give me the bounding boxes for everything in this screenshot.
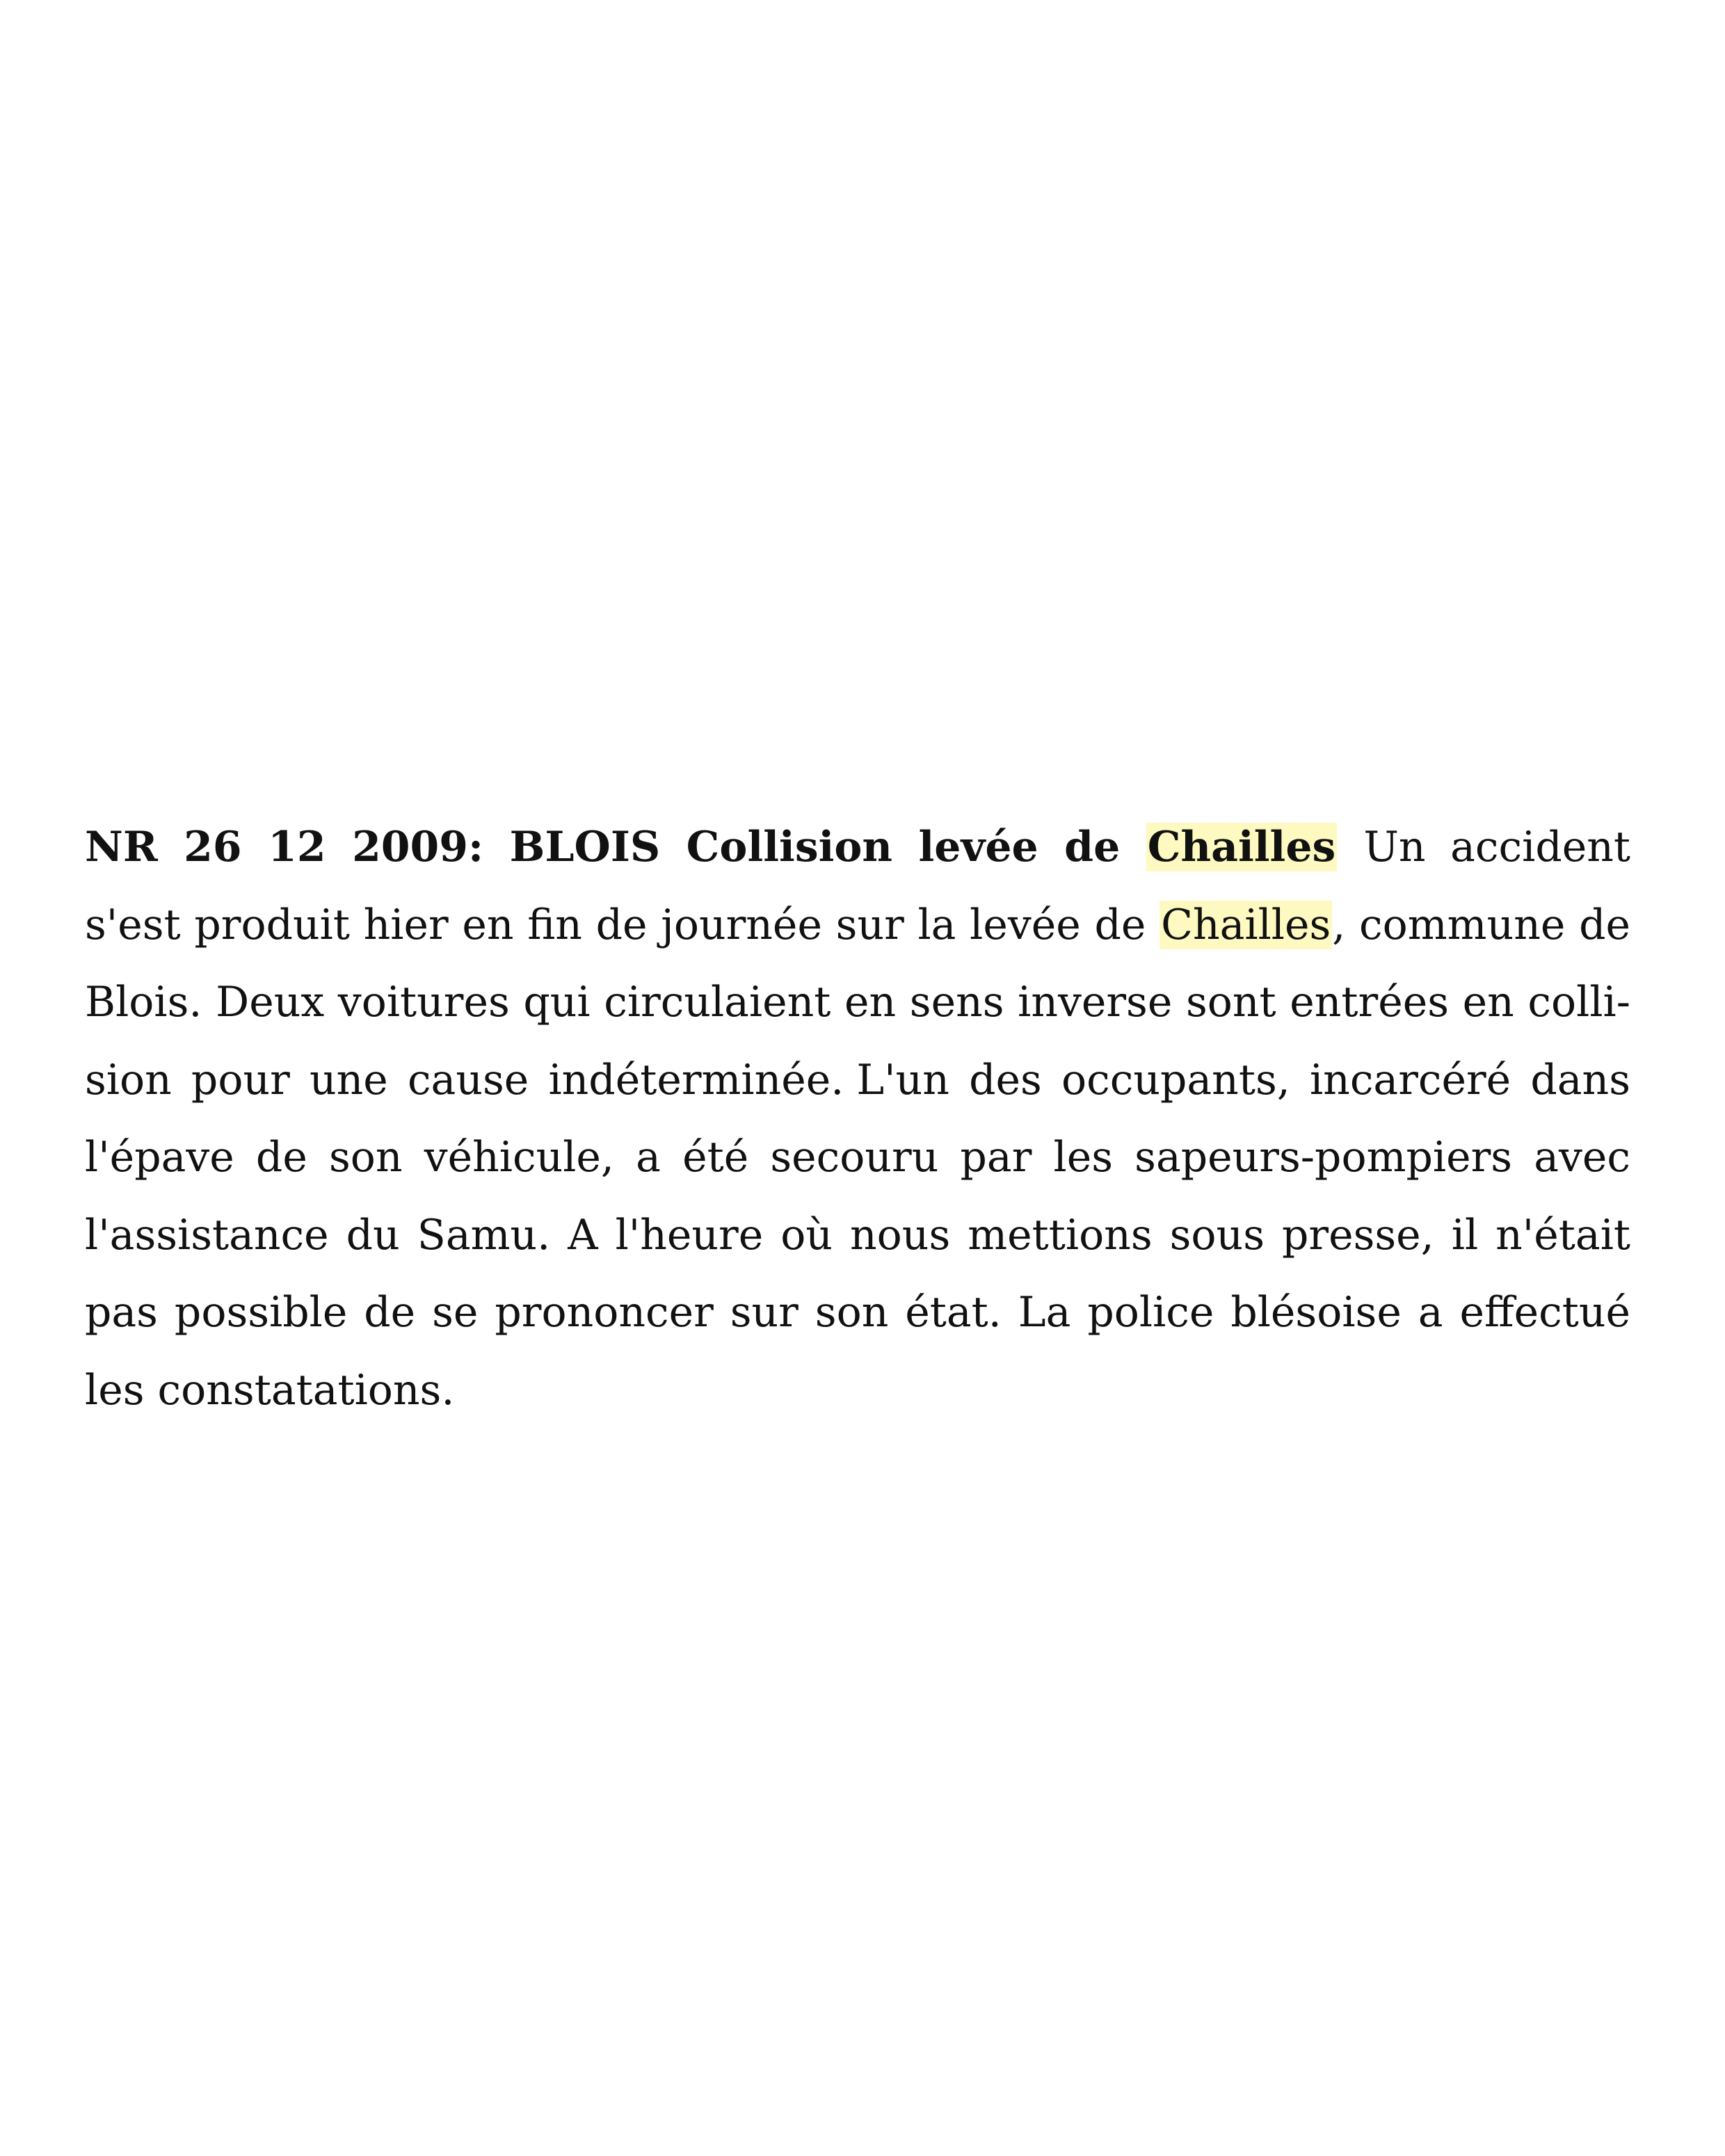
headline-text: NR 26 12 2009: BLOIS Collision levée de bbox=[85, 823, 1146, 871]
article-headline bbox=[85, 823, 1337, 871]
body-text: L'un des occupants, incarcéré dans l'épave de son véhicule, a été secouru par les sapeurs-pompiers avec l'assistance du Samu. A l'heure où nous mettions sous presse, il n'était pas possible de se prononcer sur son état. La police blésoise a effectué les constatations. bbox=[85, 1055, 1630, 1415]
article-paragraph bbox=[85, 809, 1630, 1429]
highlighted-search-term: Chailles bbox=[1147, 823, 1336, 871]
body-text: Un accident s'est produit hier en fin de journée sur la levée de bbox=[85, 823, 1630, 949]
body-text: , commune de Blois. Deux voitures qui circulaient en sens inverse sont entrées en collision pour une cause indéterminée. bbox=[85, 900, 1630, 1104]
highlighted-search-term: Chailles bbox=[1161, 900, 1331, 949]
